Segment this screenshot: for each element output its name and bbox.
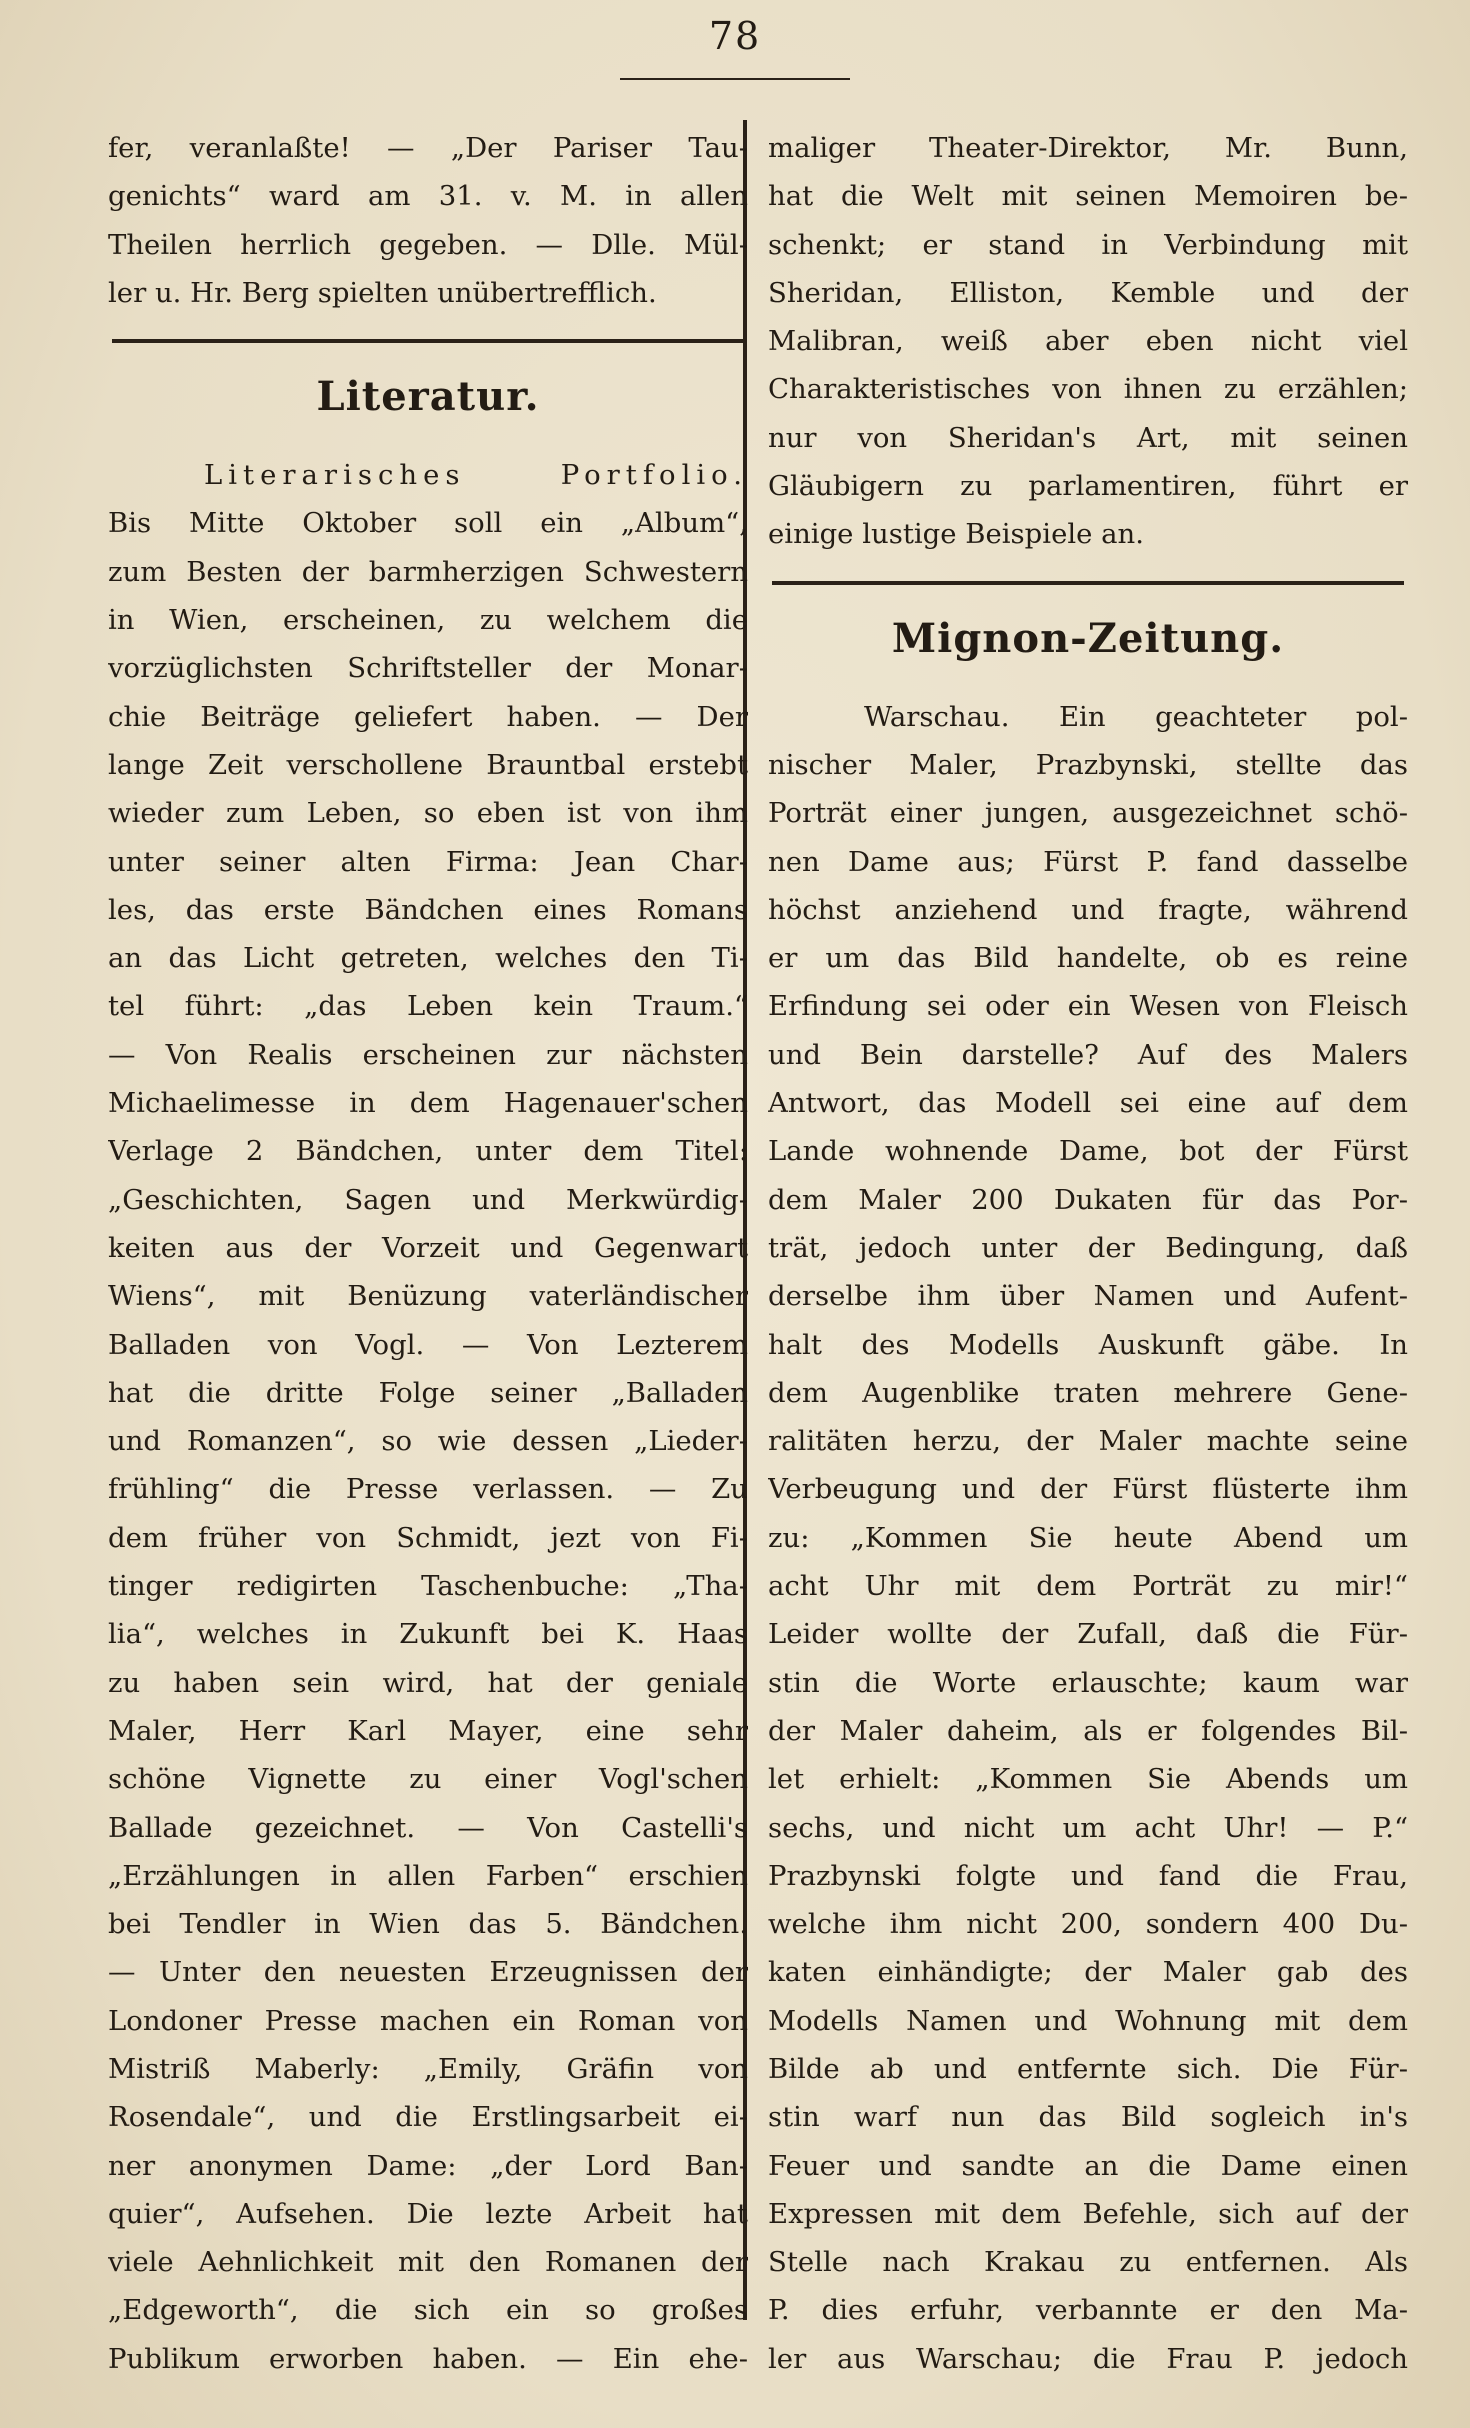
literatur-article	[108, 451, 748, 2383]
text-line: Antwort, das Modell sei eine auf dem	[768, 1087, 1408, 1120]
text-line: — Von Realis erscheinen zur nächsten	[108, 1038, 748, 1071]
text-line: Bis Mitte Oktober soll ein „Album“,	[108, 507, 748, 540]
text-line: Leider wollte der Zufall, daß die Für-	[768, 1618, 1408, 1651]
section-title-literatur: Literatur.	[316, 373, 540, 421]
text-line: Modells Namen und Wohnung mit dem	[768, 2004, 1408, 2037]
text-line: Erfindung sei oder ein Wesen von Fleisch	[768, 990, 1408, 1023]
text-line: in Wien, erscheinen, zu welchem die	[108, 604, 748, 637]
text-line: ler u. Hr. Berg spielten unübertrefflich.	[108, 276, 657, 309]
text-line: viele Aehnlichkeit mit den Romanen der	[108, 2246, 748, 2279]
text-line: halt des Modells Auskunft gäbe. In	[768, 1328, 1408, 1361]
text-line: derselbe ihm über Namen und Aufent-	[768, 1280, 1408, 1313]
text-line: und Romanzen“, so wie dessen „Lieder-	[108, 1425, 748, 1458]
section-title-mignon-zeitung: Mignon-Zeitung.	[891, 614, 1285, 662]
text-line: unter seiner alten Firma: Jean Char-	[108, 845, 748, 878]
page-number: 78	[708, 14, 762, 58]
text-line: P. dies erfuhr, verbannte er den Ma-	[768, 2294, 1408, 2327]
left-column	[108, 124, 748, 2383]
text-line: welche ihm nicht 200, sondern 400 Du-	[768, 1908, 1408, 1941]
text-line: acht Uhr mit dem Porträt zu mir!“	[768, 1570, 1408, 1603]
text-line: Stelle nach Krakau zu entfernen. Als	[768, 2246, 1408, 2279]
text-line: zu haben sein wird, hat der geniale	[108, 1666, 748, 1699]
text-line: let erhielt: „Kommen Sie Abends um	[768, 1763, 1408, 1796]
text-line: nen Dame aus; Fürst P. fand dasselbe	[768, 845, 1408, 878]
text-line: bei Tendler in Wien das 5. Bändchen.	[108, 1908, 748, 1941]
text-line: dem Augenblike traten mehrere Gene-	[768, 1376, 1408, 1409]
text-line: sechs, und nicht um acht Uhr! — P.“	[768, 1811, 1408, 1844]
text-line: Literarisches Portfolio.	[204, 459, 748, 492]
text-line: Sheridan, Elliston, Kemble und der	[768, 276, 1408, 309]
text-line: „Edgeworth“, die sich ein so großes	[108, 2294, 748, 2327]
text-line: einige lustige Beispiele an.	[768, 518, 1145, 551]
header-rule	[620, 78, 850, 80]
text-line: zu: „Kommen Sie heute Abend um	[768, 1521, 1408, 1554]
text-line: an das Licht getreten, welches den Ti-	[108, 942, 748, 975]
text-line: les, das erste Bändchen eines Romans	[108, 893, 748, 926]
text-line: Rosendale“, und die Erstlingsarbeit ei-	[108, 2101, 748, 2134]
text-line: katen einhändigte; der Maler gab des	[768, 1956, 1408, 1989]
text-line: nur von Sheridan's Art, mit seinen	[768, 421, 1408, 454]
text-line: Warschau. Ein geachteter pol-	[864, 700, 1408, 733]
text-line: „Geschichten, Sagen und Merkwürdig-	[108, 1183, 748, 1216]
text-line: Bilde ab und entfernte sich. Die Für-	[768, 2052, 1408, 2085]
text-line: Michaelimesse in dem Hagenauer'schen	[108, 1087, 748, 1120]
text-line: schenkt; er stand in Verbindung mit	[768, 228, 1408, 261]
text-line: lia“, welches in Zukunft bei K. Haas	[108, 1618, 748, 1651]
text-line: ner anonymen Dame: „der Lord Ban-	[108, 2149, 748, 2182]
right-column	[768, 124, 1408, 2383]
text-line: zum Besten der barmherzigen Schwestern	[108, 555, 748, 588]
text-line: fer, veranlaßte! — „Der Pariser Tau-	[108, 132, 748, 164]
mignon-zeitung-article	[768, 693, 1408, 2383]
text-line: Ballade gezeichnet. — Von Castelli's	[108, 1811, 748, 1844]
text-line: chie Beiträge geliefert haben. — Der	[108, 700, 748, 733]
text-line: genichts“ ward am 31. v. M. in allen	[108, 180, 748, 213]
left-intro-text	[108, 124, 748, 317]
text-line: keiten aus der Vorzeit und Gegenwart	[108, 1231, 748, 1264]
text-line: Theilen herrlich gegeben. — Dlle. Mül-	[108, 228, 748, 261]
text-line: Malibran, weiß aber eben nicht viel	[768, 325, 1408, 358]
text-line: tinger redigirten Taschenbuche: „Tha-	[108, 1570, 748, 1603]
text-line: wieder zum Leben, so eben ist von ihm	[108, 797, 748, 830]
text-line: Mistriß Maberly: „Emily, Gräfin von	[108, 2052, 748, 2085]
text-line: er um das Bild handelte, ob es reine	[768, 942, 1408, 975]
text-line: schöne Vignette zu einer Vogl'schen	[108, 1763, 748, 1796]
text-line: Verbeugung und der Fürst flüsterte ihm	[768, 1473, 1408, 1506]
text-line: „Erzählungen in allen Farben“ erschien	[108, 1859, 748, 1892]
text-line: der Maler daheim, als er folgendes Bil-	[768, 1714, 1408, 1747]
text-line: trät, jedoch unter der Bedingung, daß	[768, 1231, 1408, 1264]
text-line: Balladen von Vogl. — Von Lezterem	[108, 1328, 748, 1361]
text-line: frühling“ die Presse verlassen. — Zu	[108, 1473, 748, 1506]
text-line: Verlage 2 Bändchen, unter dem Titel:	[108, 1135, 748, 1168]
text-line: stin warf nun das Bild sogleich in's	[768, 2101, 1408, 2134]
text-line: Feuer und sandte an die Dame einen	[768, 2149, 1408, 2182]
right-intro-text	[768, 124, 1408, 559]
text-line: hat die Welt mit seinen Memoiren be-	[768, 180, 1408, 213]
text-line: Publikum erworben haben. — Ein ehe-	[108, 2342, 748, 2375]
text-line: stin die Worte erlauschte; kaum war	[768, 1666, 1408, 1699]
text-line: — Unter den neuesten Erzeugnissen der	[108, 1956, 748, 1989]
text-line: quier“, Aufsehen. Die lezte Arbeit hat	[108, 2197, 748, 2230]
text-line: vorzüglichsten Schriftsteller der Monar-	[108, 652, 748, 685]
text-line: ralitäten herzu, der Maler machte seine	[768, 1425, 1408, 1458]
text-line: Maler, Herr Karl Mayer, eine sehr	[108, 1714, 748, 1747]
text-line: Wiens“, mit Benüzung vaterländischer	[108, 1280, 748, 1313]
text-line: lange Zeit verschollene Brauntbal erstebt	[108, 748, 748, 781]
text-line: Gläubigern zu parlamentiren, führt er	[768, 470, 1408, 503]
text-line: und Bein darstelle? Auf des Malers	[768, 1038, 1408, 1071]
text-line: Londoner Presse machen ein Roman von	[108, 2004, 748, 2037]
text-line: hat die dritte Folge seiner „Balladen	[108, 1376, 748, 1409]
text-line: maliger Theater-Direktor, Mr. Bunn,	[768, 132, 1408, 164]
text-line: nischer Maler, Prazbynski, stellte das	[768, 748, 1408, 781]
text-line: Lande wohnende Dame, bot der Fürst	[768, 1135, 1408, 1168]
text-line: Expressen mit dem Befehle, sich auf der	[768, 2197, 1408, 2230]
text-line: dem früher von Schmidt, jezt von Fi-	[108, 1521, 748, 1554]
text-line: dem Maler 200 Dukaten für das Por-	[768, 1183, 1408, 1216]
text-line: höchst anziehend und fragte, während	[768, 893, 1408, 926]
text-line: Prazbynski folgte und fand die Frau,	[768, 1859, 1408, 1892]
text-line: tel führt: „das Leben kein Traum.“	[108, 990, 748, 1023]
text-line: ler aus Warschau; die Frau P. jedoch	[768, 2342, 1408, 2375]
text-line: Charakteristisches von ihnen zu erzählen;	[768, 373, 1408, 406]
text-line: Porträt einer jungen, ausgezeichnet schö-	[768, 797, 1408, 830]
